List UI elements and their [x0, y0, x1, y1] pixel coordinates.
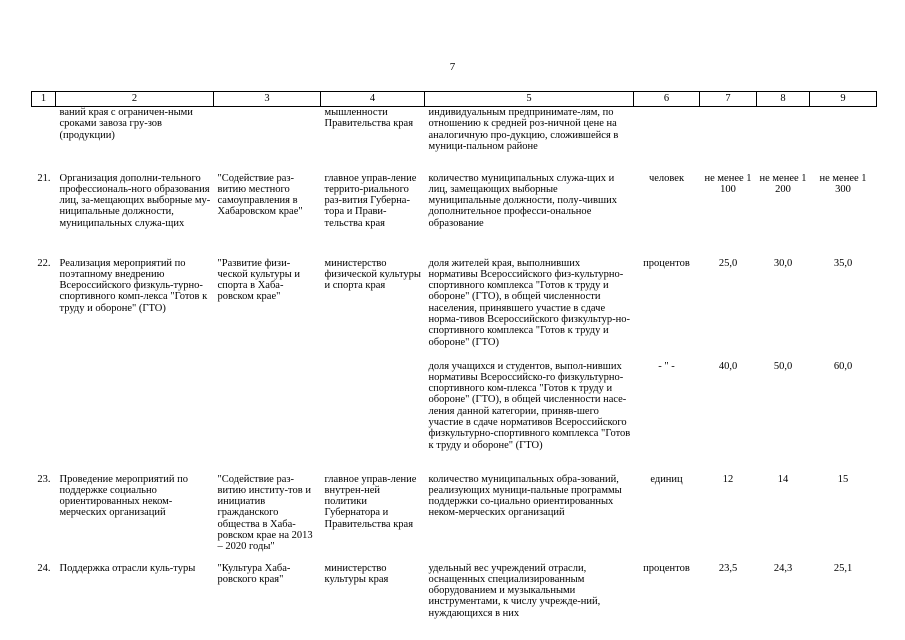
- indicator-text: доля жителей края, выполнивших нормативы Всероссийского физ-культурно-спортивного комплекса "Готов к труду и обороне" (ГТО), в общей численности населения, принявшего участие в сдаче норма-тивов Всероссийского физкультур-но-спортивного комплекса "Готов к труду и обороне" (ГТО): [428, 257, 631, 348]
- value-col-8: 50,0: [773, 360, 793, 372]
- header-col-8: 8: [757, 92, 810, 107]
- measure-name: Поддержка отрасли куль-туры: [59, 562, 196, 574]
- value-col-8: 30,0: [773, 257, 793, 269]
- row-number: 24.: [37, 562, 51, 574]
- unit: - " -: [658, 360, 675, 372]
- indicators-table: [31, 91, 877, 619]
- header-col-2: 2: [56, 92, 214, 107]
- value-col-7: 25,0: [718, 257, 738, 269]
- indicator-text: доля учащихся и студентов, выпол-нивших нормативы Всероссийско-го физкультурно-спортивного ком-плекса "Готов к труду и обороне" (ГТО), в общей численности насе-ления данной категории, приняв-шего участие в сдаче нормативов Всероссийского физкультурно-спортивного комплекса "Готов к труду и обороне" (ГТО): [428, 360, 631, 451]
- indicator-text: удельный вес учреждений отрасли, оснащенных специализированным оборудованием и музыкальными инструментами, к числу учрежде-ний, нуждающихся в них: [428, 562, 601, 619]
- value-col-8: 14: [777, 473, 789, 485]
- row-number: 22.: [37, 257, 51, 269]
- value-col-7: [700, 107, 757, 173]
- unit: единиц: [650, 473, 683, 485]
- value-col-8: [757, 107, 810, 173]
- executor-name: [321, 361, 425, 474]
- unit: человек: [648, 172, 685, 184]
- executor-name: мышленности Правительства края: [324, 107, 414, 130]
- value-col-9: [810, 107, 877, 173]
- table-row: [32, 474, 877, 563]
- program-name: "Содействие раз-витию институ-тов и инициатив гражданского общества в Хаба-ровском крае на 2013 – 2020 годы": [217, 473, 313, 553]
- program-name: "Содействие раз-витию местного самоуправления в Хабаровском крае": [217, 172, 303, 218]
- column-number-header-row: [32, 92, 877, 107]
- value-col-9: 15: [837, 473, 849, 485]
- table-row: [32, 258, 877, 361]
- indicator-text: количество муниципальных обра-зований, реализующих муници-пальные программы поддержки со-циально ориентированных неком-мерческих организаций: [428, 473, 622, 519]
- value-col-9: не менее 1 300: [819, 172, 867, 195]
- table-row: [32, 361, 877, 474]
- program-name: "Развитие физи-ческой культуры и спорта в Хаба-ровском крае": [217, 257, 301, 303]
- row-number: 23.: [37, 473, 51, 485]
- unit: [634, 107, 700, 173]
- header-col-6: 6: [634, 92, 700, 107]
- table-row: [32, 563, 877, 619]
- indicator-text: количество муниципальных служа-щих и лиц, замещающих выборные муниципальные должности, полу-чивших дополнительное професси-ональное образование: [428, 172, 617, 229]
- value-col-7: 40,0: [718, 360, 738, 372]
- value-col-9: 60,0: [833, 360, 853, 372]
- header-col-3: 3: [214, 92, 321, 107]
- measure-name: Проведение мероприятий по поддержке социально ориентированных неком-мерческих организаций: [59, 473, 188, 519]
- header-col-9: 9: [810, 92, 877, 107]
- header-col-1: 1: [32, 92, 56, 107]
- row-number: 21.: [37, 172, 51, 184]
- executor-name: главное управ-ление террито-риального раз-вития Губерна-тора и Прави-тельства края: [324, 172, 417, 229]
- indicators-table-wrapper: [31, 91, 876, 619]
- executor-name: министерство культуры края: [324, 562, 389, 585]
- page-number: 7: [449, 61, 456, 73]
- value-col-7: не менее 1 100: [704, 172, 752, 195]
- measure-name: Организация дополни-тельного профессиональ-ного образования лиц, за-мещающих выборные му-ниципальные должности, муниципальных служа-щих: [59, 172, 211, 229]
- table-row: [32, 107, 877, 173]
- header-col-7: 7: [700, 92, 757, 107]
- measure-name: [56, 361, 214, 474]
- program-name: [214, 107, 321, 173]
- table-row: [32, 173, 877, 258]
- measure-name: Реализация мероприятий по поэтапному внедрению Всероссийского физкуль-турно-спортивного комп-лекса "Готов к труду и обороне" (ГТО): [59, 257, 208, 314]
- value-col-7: 23,5: [718, 562, 738, 574]
- indicator-text: индивидуальным предпринимате-лям, по отношению к средней роз-ничной цене на аналогичную про-дукцию, сложившейся в муници-пальном районе: [428, 107, 619, 152]
- header-col-5: 5: [425, 92, 634, 107]
- unit: процентов: [643, 257, 690, 269]
- value-col-8: 24,3: [773, 562, 793, 574]
- program-name: [214, 361, 321, 474]
- value-col-8: не менее 1 200: [759, 172, 807, 195]
- value-col-9: 25,1: [833, 562, 853, 574]
- value-col-9: 35,0: [833, 257, 853, 269]
- program-name: "Культура Хаба-ровского края": [217, 562, 291, 585]
- measure-name: ваний края с ограничен-ными сроками завоза гру-зов (продукции): [59, 107, 193, 141]
- row-number: [32, 361, 56, 474]
- executor-name: главное управ-ление внутрен-ней политики Губернатора и Правительства края: [324, 473, 417, 530]
- unit: процентов: [643, 562, 690, 574]
- row-number: [32, 107, 56, 173]
- value-col-7: 12: [722, 473, 734, 485]
- executor-name: министерство физической культуры и спорта края: [324, 257, 421, 292]
- header-col-4: 4: [321, 92, 425, 107]
